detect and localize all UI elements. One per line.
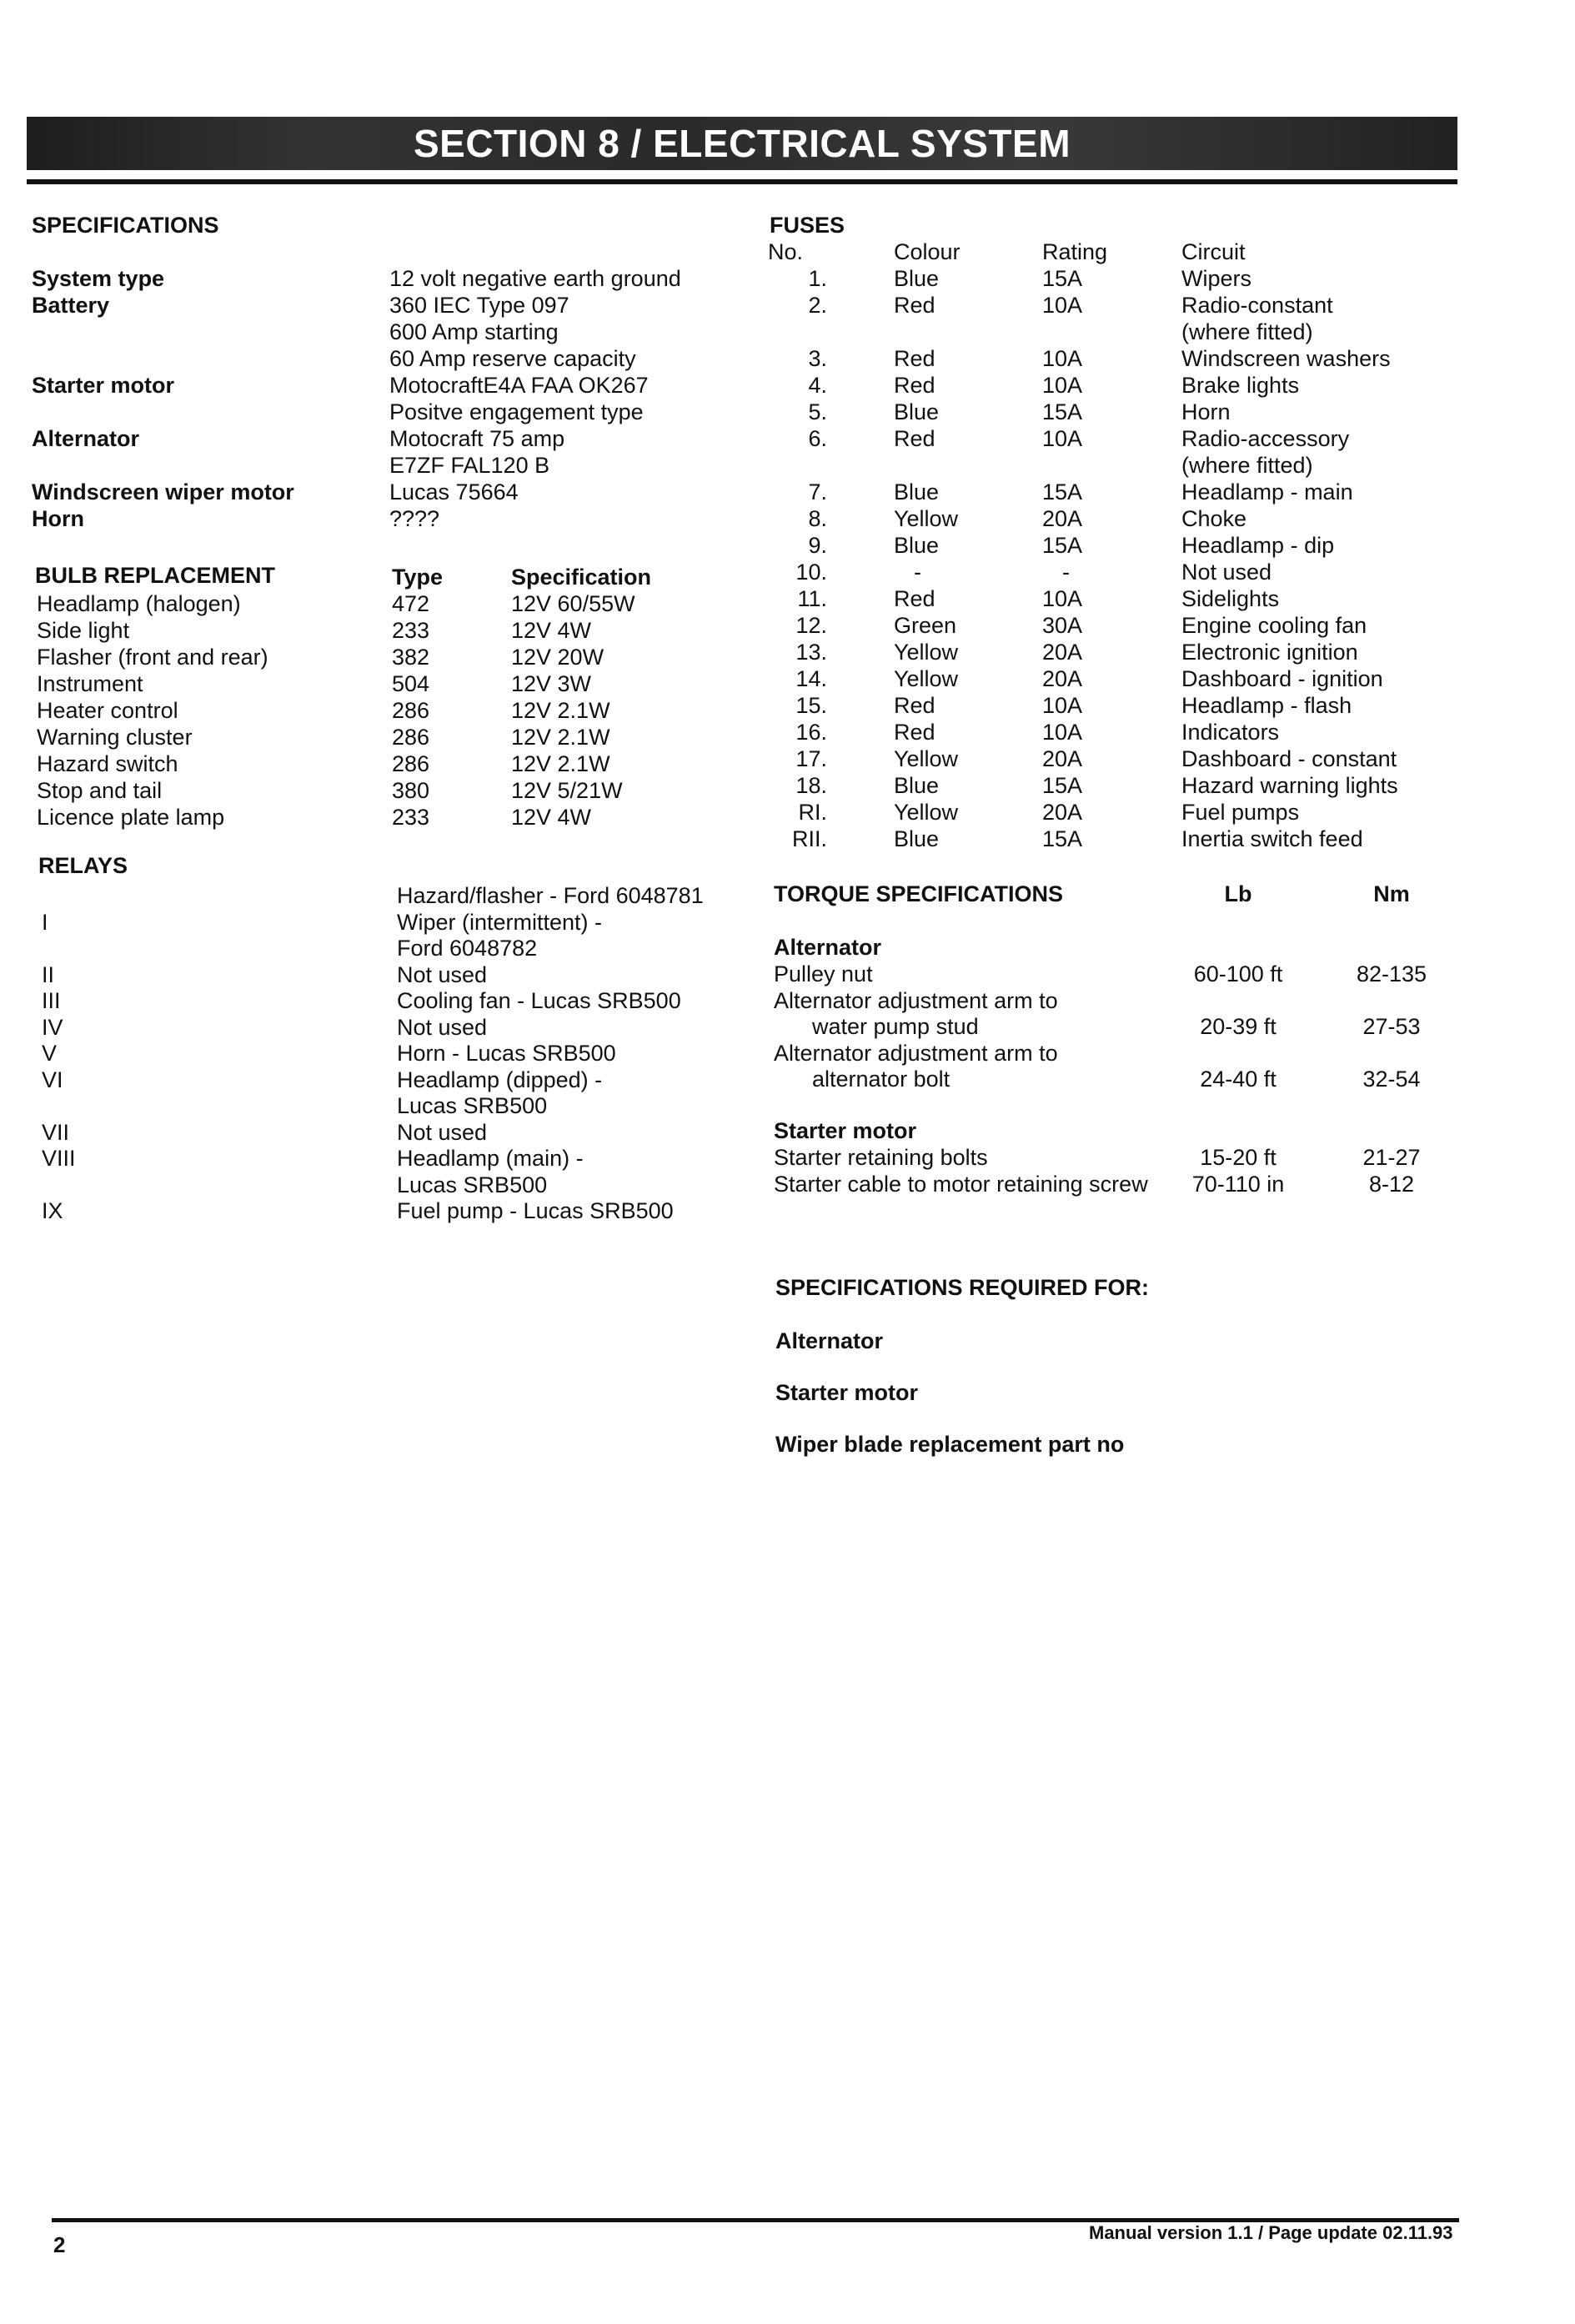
relay-description: Not used — [397, 1014, 488, 1040]
fuse-circuit: Headlamp - flash — [1181, 693, 1352, 718]
version-note: Manual version 1.1 / Page update 02.11.93 — [1089, 2222, 1453, 2243]
bulb-type: 286 — [392, 698, 430, 723]
fuse-number: 12. — [795, 613, 827, 638]
fuse-rating: 30A — [1042, 613, 1083, 638]
relay-description: Hazard/flasher - Ford 6048781 — [397, 883, 704, 908]
torque-lb-value: 20-39 ft — [1200, 1014, 1277, 1039]
fuse-colour: Blue — [894, 773, 940, 798]
relay-description: Lucas SRB500 — [397, 1172, 548, 1197]
bulb-type: 380 — [392, 778, 430, 803]
fuse-colour: Green — [894, 613, 957, 638]
fuse-number: 10. — [795, 560, 827, 585]
fuse-rating: 20A — [1042, 506, 1083, 531]
spec-value: 360 IEC Type 097 — [389, 293, 569, 318]
fuse-number: 11. — [797, 586, 827, 611]
bulb-type: 382 — [392, 645, 430, 670]
required-item: Alternator — [775, 1328, 884, 1353]
relay-id: IX — [42, 1198, 63, 1223]
spec-value: Motocraft 75 amp — [389, 426, 565, 451]
spec-value: Lucas 75664 — [389, 479, 519, 504]
bulb-name: Headlamp (halogen) — [37, 591, 241, 616]
fuse-colour: Red — [894, 720, 935, 745]
fuse-colour: Blue — [894, 266, 940, 291]
fuse-number: 9. — [808, 533, 827, 558]
relay-description: Cooling fan - Lucas SRB500 — [397, 988, 681, 1013]
fuse-number: 17. — [795, 746, 827, 771]
page-number: 2 — [53, 2232, 66, 2257]
spec-label: Starter motor — [32, 373, 175, 398]
fuse-colour: Yellow — [894, 640, 959, 665]
fuse-colour: Red — [894, 586, 935, 611]
fuse-circuit: Radio-constant — [1181, 293, 1333, 318]
bulb-replacement-heading: BULB REPLACEMENT — [35, 563, 275, 588]
fuse-circuit: Windscreen washers — [1181, 346, 1391, 371]
bulb-spec: 12V 4W — [511, 805, 592, 830]
fuse-circuit-header: Circuit — [1181, 239, 1246, 264]
bulb-type: 233 — [392, 805, 430, 830]
fuse-number: 18. — [795, 773, 827, 798]
torque-starter-heading: Starter motor — [774, 1118, 917, 1143]
fuse-circuit: Sidelights — [1181, 586, 1280, 611]
fuse-circuit: Engine cooling fan — [1181, 613, 1367, 638]
fuse-rating: 10A — [1042, 346, 1083, 371]
fuse-circuit: Inertia switch feed — [1181, 826, 1363, 851]
fuse-circuit: Hazard warning lights — [1181, 773, 1398, 798]
bulb-spec: 12V 20W — [511, 645, 604, 670]
relay-id: VIII — [42, 1146, 76, 1171]
fuse-number: 1. — [808, 266, 827, 291]
bulb-name: Stop and tail — [37, 778, 163, 803]
fuse-rating: 20A — [1042, 746, 1083, 771]
fuse-number: 6. — [808, 426, 827, 451]
bulb-name: Flasher (front and rear) — [37, 645, 268, 670]
fuse-colour: Blue — [894, 533, 940, 558]
fuse-colour: Red — [894, 693, 935, 718]
fuse-number: 2. — [808, 293, 827, 318]
fuse-rating: 20A — [1042, 666, 1083, 691]
relay-description: Headlamp (dipped) - — [397, 1067, 603, 1092]
fuse-no-header: No. — [767, 239, 804, 264]
fuse-colour: Blue — [894, 399, 940, 424]
fuse-circuit: Wipers — [1181, 266, 1252, 291]
fuse-rating: 10A — [1042, 293, 1083, 318]
fuse-number: 7. — [808, 479, 827, 504]
torque-nm-value: 21-27 — [1362, 1145, 1421, 1170]
bulb-spec: 12V 4W — [511, 618, 592, 643]
relay-id: IV — [42, 1014, 63, 1040]
fuse-number: 16. — [795, 720, 827, 745]
bulb-type: 472 — [392, 591, 430, 616]
bulb-type: 233 — [392, 618, 430, 643]
fuse-rating: 15A — [1042, 533, 1083, 558]
fuse-circuit: Fuel pumps — [1181, 800, 1300, 825]
bulb-type: 286 — [392, 725, 430, 750]
bulb-spec: 12V 60/55W — [511, 591, 635, 616]
fuse-circuit: Indicators — [1181, 720, 1280, 745]
relay-description: Fuel pump - Lucas SRB500 — [397, 1198, 674, 1223]
fuse-circuit: Dashboard - constant — [1181, 746, 1397, 771]
bulb-name: Heater control — [37, 698, 178, 723]
bulb-name: Hazard switch — [37, 751, 178, 776]
spec-value: MotocraftE4A FAA OK267 — [389, 373, 649, 398]
fuse-rating: 10A — [1042, 693, 1083, 718]
specifications-heading: SPECIFICATIONS — [32, 213, 219, 238]
torque-lb-value: 15-20 ft — [1200, 1145, 1277, 1170]
required-heading: SPECIFICATIONS REQUIRED FOR: — [775, 1275, 1150, 1300]
relay-id: II — [42, 961, 55, 987]
torque-nm-value: 8-12 — [1368, 1172, 1415, 1197]
fuse-colour: Yellow — [894, 746, 959, 771]
spec-value: E7ZF FAL120 B — [389, 453, 550, 478]
torque-nm-value: 32-54 — [1362, 1067, 1421, 1092]
bulb-type: 504 — [392, 671, 430, 696]
torque-item: Starter cable to motor retaining screw — [774, 1172, 1148, 1197]
required-item: Wiper blade replacement part no — [775, 1432, 1125, 1457]
relay-description: Not used — [397, 1119, 488, 1145]
fuse-rating: 15A — [1042, 826, 1083, 851]
fuse-rating: 10A — [1042, 720, 1083, 745]
torque-alternator-heading: Alternator — [774, 935, 882, 960]
fuse-colour: Red — [894, 346, 935, 371]
fuse-circuit: Brake lights — [1181, 373, 1300, 398]
fuse-circuit: (where fitted) — [1181, 319, 1313, 344]
torque-lb-header: Lb — [1224, 881, 1252, 906]
fuse-circuit: Headlamp - dip — [1181, 533, 1335, 558]
relay-description: Ford 6048782 — [397, 936, 538, 961]
fuse-colour: Blue — [894, 826, 940, 851]
relay-description: Wiper (intermittent) - — [397, 909, 603, 935]
spec-label: Windscreen wiper motor — [32, 479, 294, 504]
spec-label: Battery — [32, 293, 110, 318]
torque-lb-value: 70-110 in — [1191, 1172, 1285, 1197]
relay-id: III — [42, 988, 61, 1013]
fuse-number: 15. — [795, 693, 827, 718]
required-item: Starter motor — [775, 1380, 919, 1405]
spec-value: Positve engagement type — [389, 399, 644, 424]
torque-item: water pump stud — [812, 1014, 979, 1039]
fuse-number: RI. — [798, 800, 827, 825]
torque-heading: TORQUE SPECIFICATIONS — [774, 881, 1064, 906]
torque-item: Starter retaining bolts — [774, 1145, 988, 1170]
fuse-rating-header: Rating — [1042, 239, 1108, 264]
fuse-number: 8. — [808, 506, 827, 531]
bulb-spec: 12V 2.1W — [511, 751, 610, 776]
section-title: SECTION 8 / ELECTRICAL SYSTEM — [413, 122, 1071, 165]
fuse-rating: 15A — [1042, 773, 1083, 798]
fuses-heading: FUSES — [770, 213, 845, 238]
fuse-rating: 10A — [1042, 373, 1083, 398]
spec-value: 600 Amp starting — [389, 319, 559, 344]
relay-description: Not used — [397, 961, 488, 987]
bulb-spec: 12V 3W — [511, 671, 592, 696]
bulb-type: 286 — [392, 751, 430, 776]
section-header-bar — [27, 117, 1457, 170]
spec-label: Alternator — [32, 426, 140, 451]
bulb-type-header: Type — [392, 565, 444, 590]
fuse-circuit: Not used — [1181, 560, 1272, 585]
fuse-colour: Blue — [894, 479, 940, 504]
torque-lb-value: 60-100 ft — [1193, 961, 1283, 986]
spec-label: System type — [32, 266, 165, 291]
bulb-name: Warning cluster — [37, 725, 193, 750]
relay-description: Lucas SRB500 — [397, 1093, 548, 1118]
fuse-colour-header: Colour — [894, 239, 961, 264]
relay-id: VII — [42, 1119, 70, 1145]
torque-item: Alternator adjustment arm to — [774, 1040, 1058, 1066]
torque-item: Pulley nut — [774, 961, 873, 986]
spec-value: 60 Amp reserve capacity — [389, 346, 636, 371]
spec-label: Horn — [32, 506, 84, 531]
header-rule — [27, 179, 1457, 184]
fuse-colour: Yellow — [894, 666, 959, 691]
fuse-rating: 10A — [1042, 426, 1083, 451]
fuse-colour: Red — [894, 373, 935, 398]
fuse-colour: Red — [894, 293, 935, 318]
relays-heading: RELAYS — [38, 853, 128, 878]
relay-id: V — [42, 1041, 58, 1066]
fuse-circuit: Dashboard - ignition — [1181, 666, 1383, 691]
spec-value: 12 volt negative earth ground — [389, 266, 681, 291]
relay-description: Horn - Lucas SRB500 — [397, 1041, 616, 1066]
fuse-colour: Yellow — [894, 800, 959, 825]
fuse-colour: - — [914, 560, 921, 585]
fuse-rating: 20A — [1042, 640, 1083, 665]
fuse-number: RII. — [791, 826, 827, 851]
fuse-circuit: Headlamp - main — [1181, 479, 1353, 504]
fuse-rating: 20A — [1042, 800, 1083, 825]
bulb-name: Instrument — [37, 671, 143, 696]
fuse-rating: - — [1062, 560, 1070, 585]
fuse-circuit: Choke — [1181, 506, 1247, 531]
torque-lb-value: 24-40 ft — [1200, 1067, 1277, 1092]
fuse-colour: Yellow — [894, 506, 959, 531]
bulb-name: Licence plate lamp — [37, 805, 225, 830]
fuse-colour: Red — [894, 426, 935, 451]
fuse-circuit: Radio-accessory — [1181, 426, 1350, 451]
relay-id: I — [42, 909, 48, 935]
fuse-rating: 10A — [1042, 586, 1083, 611]
bulb-spec-header: Specification — [511, 565, 652, 590]
fuse-rating: 15A — [1042, 399, 1083, 424]
bulb-spec: 12V 2.1W — [511, 725, 610, 750]
fuse-circuit: Horn — [1181, 399, 1231, 424]
spec-value: ???? — [389, 506, 440, 531]
torque-nm-header: Nm — [1373, 881, 1410, 906]
bulb-spec: 12V 2.1W — [511, 698, 610, 723]
fuse-rating: 15A — [1042, 479, 1083, 504]
bulb-spec: 12V 5/21W — [511, 778, 623, 803]
torque-nm-value: 27-53 — [1362, 1014, 1421, 1039]
fuse-number: 3. — [808, 346, 827, 371]
fuse-number: 14. — [795, 666, 827, 691]
fuse-number: 4. — [808, 373, 827, 398]
relay-description: Headlamp (main) - — [397, 1146, 584, 1171]
torque-item: Alternator adjustment arm to — [774, 987, 1058, 1013]
fuse-number: 5. — [808, 399, 827, 424]
fuse-rating: 15A — [1042, 266, 1083, 291]
torque-item: alternator bolt — [812, 1067, 951, 1092]
fuse-number: 13. — [795, 640, 827, 665]
bulb-name: Side light — [37, 618, 130, 643]
fuse-circuit: (where fitted) — [1181, 453, 1313, 478]
torque-nm-value: 82-135 — [1356, 961, 1427, 986]
relay-id: VI — [42, 1067, 63, 1092]
fuse-circuit: Electronic ignition — [1181, 640, 1358, 665]
